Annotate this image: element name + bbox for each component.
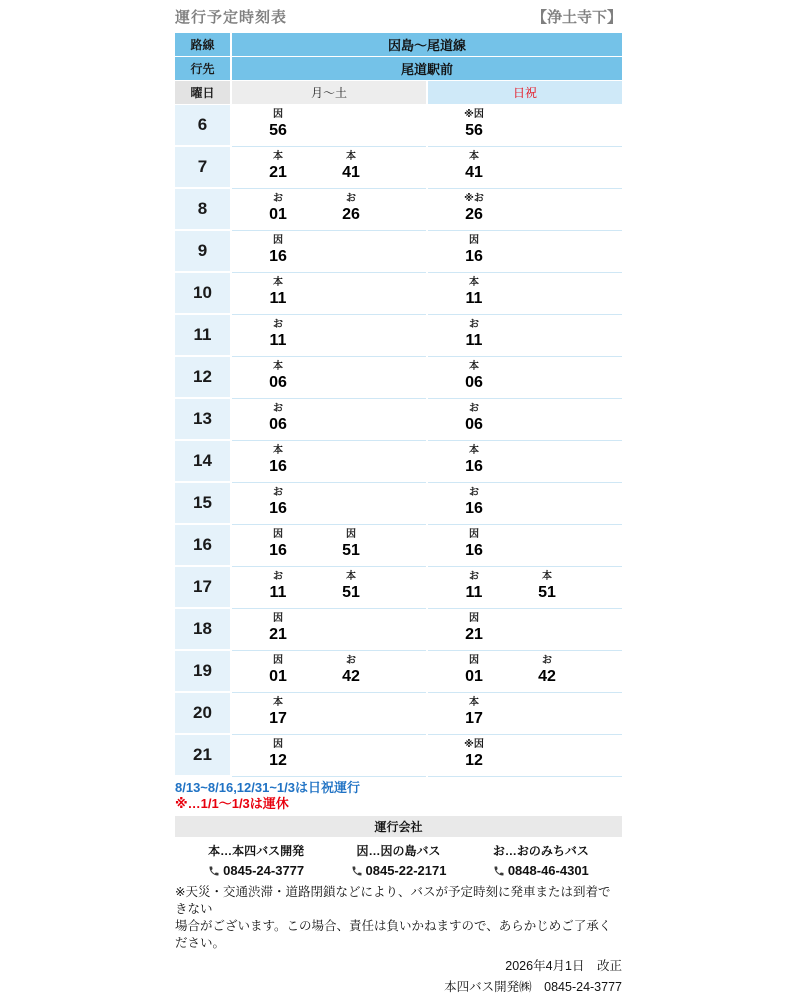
departure-entry	[249, 276, 307, 314]
hour-row	[175, 399, 622, 441]
company-code: 本	[469, 697, 479, 708]
company-code: お	[469, 487, 479, 498]
weekday-departures-cell	[232, 273, 426, 315]
hour-label: 19	[175, 651, 230, 693]
departure-entry	[445, 654, 503, 692]
operator-legend: お…おのみちバス	[492, 844, 589, 858]
hour-label: 11	[175, 315, 230, 357]
weekday-departures-cell	[232, 189, 426, 231]
company-code: 本	[542, 571, 552, 582]
weekday-departures-cell	[232, 609, 426, 651]
departure-minute: 51	[342, 542, 360, 559]
departure-entry	[445, 738, 503, 776]
company-code: ※因	[464, 109, 484, 120]
departure-entry	[445, 276, 503, 314]
departure-entry	[249, 444, 307, 482]
departure-entry	[249, 654, 307, 692]
weekday-departures-cell	[232, 441, 426, 483]
departure-entry	[518, 570, 576, 608]
departure-entry	[322, 528, 380, 566]
destination-value: 尾道駅前	[232, 57, 622, 80]
departure-minute: 16	[269, 500, 287, 517]
departure-minute: 16	[269, 248, 287, 265]
hour-row	[175, 105, 622, 147]
departure-entry	[445, 360, 503, 398]
departure-entry	[445, 612, 503, 650]
operator-hon	[185, 842, 327, 878]
hour-label: 10	[175, 273, 230, 315]
holiday-departures-cell	[428, 609, 622, 651]
company-code: 本	[273, 445, 283, 456]
departure-entry	[445, 318, 503, 356]
departure-entry	[445, 570, 503, 608]
departure-minute: 21	[269, 626, 287, 643]
company-code: お	[469, 571, 479, 582]
departure-minute: 16	[465, 458, 483, 475]
departure-entry	[249, 402, 307, 440]
departure-minute: 42	[538, 668, 556, 685]
departure-minute: 01	[465, 668, 483, 685]
hour-label: 21	[175, 735, 230, 777]
departure-minute: 21	[465, 626, 483, 643]
weekday-departures-cell	[232, 525, 426, 567]
holiday-column-header: 日祝	[428, 81, 622, 104]
company-code: 本	[346, 571, 356, 582]
holiday-departures-cell	[428, 735, 622, 777]
timetable	[175, 33, 622, 777]
revision-date: 2026年4月1日 改正	[505, 959, 622, 973]
holiday-departures-cell	[428, 357, 622, 399]
company-code: お	[346, 193, 356, 204]
hour-row	[175, 441, 622, 483]
departure-entry	[249, 486, 307, 524]
company-code: お	[469, 403, 479, 414]
weekday-departures-cell	[232, 693, 426, 735]
weekday-departures-cell	[232, 105, 426, 147]
departure-minute: 11	[269, 584, 287, 601]
weekday-departures-cell	[232, 399, 426, 441]
departure-entry	[249, 108, 307, 146]
route-row	[175, 33, 622, 56]
company-code: 本	[273, 151, 283, 162]
holiday-departures-cell	[428, 189, 622, 231]
departure-minute: 56	[269, 122, 287, 139]
publisher-contact: 本四バス開発㈱ 0845-24-3777	[444, 980, 622, 994]
hour-label: 18	[175, 609, 230, 651]
page-header	[175, 6, 622, 26]
company-code: ※因	[464, 739, 484, 750]
weekday-departures-cell	[232, 231, 426, 273]
destination-row	[175, 57, 622, 80]
company-code: 因	[273, 655, 283, 666]
departure-entry	[445, 234, 503, 272]
route-label: 路線	[175, 33, 230, 56]
hour-row	[175, 273, 622, 315]
departure-entry	[249, 150, 307, 188]
operator-in	[327, 842, 469, 878]
disclaimer-line2: 場合がございます。この場合、責任は負いかねますので、あらかじめご了承ください。	[175, 919, 612, 950]
departure-minute: 42	[342, 668, 360, 685]
weekday-departures-cell	[232, 567, 426, 609]
hour-label: 17	[175, 567, 230, 609]
weekday-departures-cell	[232, 735, 426, 777]
departure-minute: 12	[269, 752, 287, 769]
holiday-departures-cell	[428, 525, 622, 567]
departure-entry	[445, 444, 503, 482]
departure-entry	[445, 192, 503, 230]
company-code: お	[273, 319, 283, 330]
holiday-departures-cell	[428, 441, 622, 483]
holiday-schedule-note: 8/13~8/16,12/31~1/3は日祝運行	[175, 780, 361, 795]
hour-row	[175, 651, 622, 693]
company-code: お	[469, 319, 479, 330]
phone-icon	[351, 865, 363, 877]
company-code: 因	[469, 655, 479, 666]
hour-row	[175, 357, 622, 399]
company-code: お	[346, 655, 356, 666]
company-code: 因	[273, 739, 283, 750]
departure-entry	[322, 192, 380, 230]
departure-entry	[249, 612, 307, 650]
weekday-departures-cell	[232, 483, 426, 525]
departure-minute: 16	[269, 458, 287, 475]
departure-minute: 51	[342, 584, 360, 601]
departure-entry	[249, 192, 307, 230]
company-code: 因	[273, 109, 283, 120]
company-code: 因	[273, 529, 283, 540]
departure-minute: 06	[465, 416, 483, 433]
operator-list	[175, 837, 622, 880]
disclaimer-line1: ※天災・交通渋滞・道路閉鎖などにより、バスが予定時刻に発車または到着できない	[175, 885, 611, 916]
departure-minute: 11	[269, 290, 287, 307]
hour-label: 12	[175, 357, 230, 399]
operator-o	[470, 842, 612, 878]
departure-entry	[322, 654, 380, 692]
departure-entry	[445, 150, 503, 188]
departure-entry	[322, 150, 380, 188]
departure-minute: 16	[269, 542, 287, 559]
hour-row	[175, 147, 622, 189]
departure-entry	[445, 108, 503, 146]
hour-row	[175, 609, 622, 651]
notes	[175, 780, 622, 812]
departure-minute: 16	[465, 542, 483, 559]
hour-label: 7	[175, 147, 230, 189]
hour-label: 6	[175, 105, 230, 147]
departure-minute: 16	[465, 248, 483, 265]
holiday-departures-cell	[428, 315, 622, 357]
departure-minute: 26	[465, 206, 483, 223]
weekday-column-header: 月〜土	[232, 81, 426, 104]
holiday-departures-cell	[428, 399, 622, 441]
company-code: 本	[346, 151, 356, 162]
company-code: 本	[469, 277, 479, 288]
hour-row	[175, 567, 622, 609]
hour-label: 13	[175, 399, 230, 441]
departure-minute: 41	[465, 164, 483, 181]
departure-minute: 11	[269, 332, 287, 349]
hour-row	[175, 231, 622, 273]
departure-minute: 06	[269, 374, 287, 391]
departure-minute: 26	[342, 206, 360, 223]
hour-label: 9	[175, 231, 230, 273]
departure-entry	[445, 402, 503, 440]
departure-entry	[322, 570, 380, 608]
holiday-departures-cell	[428, 483, 622, 525]
weekday-departures-cell	[232, 147, 426, 189]
operator-legend: 本…本四バス開発	[208, 844, 305, 858]
departure-entry	[445, 696, 503, 734]
hour-label: 20	[175, 693, 230, 735]
departure-minute: 56	[465, 122, 483, 139]
destination-label: 行先	[175, 57, 230, 80]
timetable-content	[175, 6, 622, 995]
holiday-departures-cell	[428, 147, 622, 189]
departure-minute: 06	[465, 374, 483, 391]
page-title: 運行予定時刻表	[175, 9, 288, 26]
company-code: 本	[469, 151, 479, 162]
departure-minute: 11	[465, 290, 483, 307]
hour-label: 8	[175, 189, 230, 231]
operator-legend: 因…因の島バス	[356, 844, 441, 858]
departure-minute: 16	[465, 500, 483, 517]
company-code: 因	[346, 529, 356, 540]
departure-entry	[249, 696, 307, 734]
departure-entry	[445, 486, 503, 524]
holiday-departures-cell	[428, 105, 622, 147]
hour-row	[175, 483, 622, 525]
suspension-note: ※…1/1〜1/3は運休	[175, 796, 289, 811]
hour-row	[175, 735, 622, 777]
operator-phone	[185, 863, 327, 878]
operator-phone-number: 0845-24-3777	[223, 863, 305, 878]
departure-minute: 01	[269, 206, 287, 223]
departure-minute: 17	[465, 710, 483, 727]
departure-minute: 11	[465, 584, 483, 601]
holiday-departures-cell	[428, 567, 622, 609]
operator-phone-number: 0848-46-4301	[507, 863, 589, 878]
departure-minute: 01	[269, 668, 287, 685]
operator-phone-number: 0845-22-2171	[365, 863, 447, 878]
departure-entry	[445, 528, 503, 566]
holiday-departures-cell	[428, 693, 622, 735]
departure-minute: 11	[465, 332, 483, 349]
holiday-departures-cell	[428, 231, 622, 273]
weekday-departures-cell	[232, 357, 426, 399]
holiday-departures-cell	[428, 651, 622, 693]
departure-minute: 12	[465, 752, 483, 769]
company-code: お	[273, 487, 283, 498]
hour-row	[175, 693, 622, 735]
operator-phone	[327, 863, 469, 878]
departure-minute: 51	[538, 584, 556, 601]
departure-entry	[249, 234, 307, 272]
departure-minute: 17	[269, 710, 287, 727]
company-code: 因	[273, 613, 283, 624]
departure-entry	[249, 528, 307, 566]
company-code: 因	[469, 613, 479, 624]
timetable-body	[175, 105, 622, 777]
operator-phone	[470, 863, 612, 878]
hour-row	[175, 315, 622, 357]
weekday-departures-cell	[232, 315, 426, 357]
departure-entry	[249, 318, 307, 356]
company-code: 本	[273, 697, 283, 708]
route-value: 因島〜尾道線	[232, 33, 622, 56]
disclaimer	[175, 884, 622, 952]
company-code: 本	[273, 361, 283, 372]
company-code: 本	[273, 277, 283, 288]
weekday-departures-cell	[232, 651, 426, 693]
company-code: お	[273, 403, 283, 414]
company-code: 因	[273, 235, 283, 246]
holiday-departures-cell	[428, 273, 622, 315]
company-code: ※お	[464, 193, 484, 204]
departure-entry	[249, 570, 307, 608]
hour-label: 14	[175, 441, 230, 483]
hour-label: 15	[175, 483, 230, 525]
departure-minute: 41	[342, 164, 360, 181]
operators-section-title: 運行会社	[175, 816, 622, 837]
company-code: お	[273, 571, 283, 582]
departure-minute: 21	[269, 164, 287, 181]
hour-row	[175, 189, 622, 231]
day-label: 曜日	[175, 81, 230, 104]
hour-label: 16	[175, 525, 230, 567]
departure-entry	[518, 654, 576, 692]
company-code: 本	[469, 445, 479, 456]
departure-entry	[249, 360, 307, 398]
hour-row	[175, 525, 622, 567]
phone-icon	[493, 865, 505, 877]
day-header-row	[175, 81, 622, 104]
company-code: お	[542, 655, 552, 666]
company-code: 因	[469, 235, 479, 246]
company-code: 因	[469, 529, 479, 540]
phone-icon	[208, 865, 220, 877]
bus-stop-name: 【浄土寺下】	[531, 9, 622, 26]
company-code: 本	[469, 361, 479, 372]
departure-minute: 06	[269, 416, 287, 433]
company-code: お	[273, 193, 283, 204]
departure-entry	[249, 738, 307, 776]
